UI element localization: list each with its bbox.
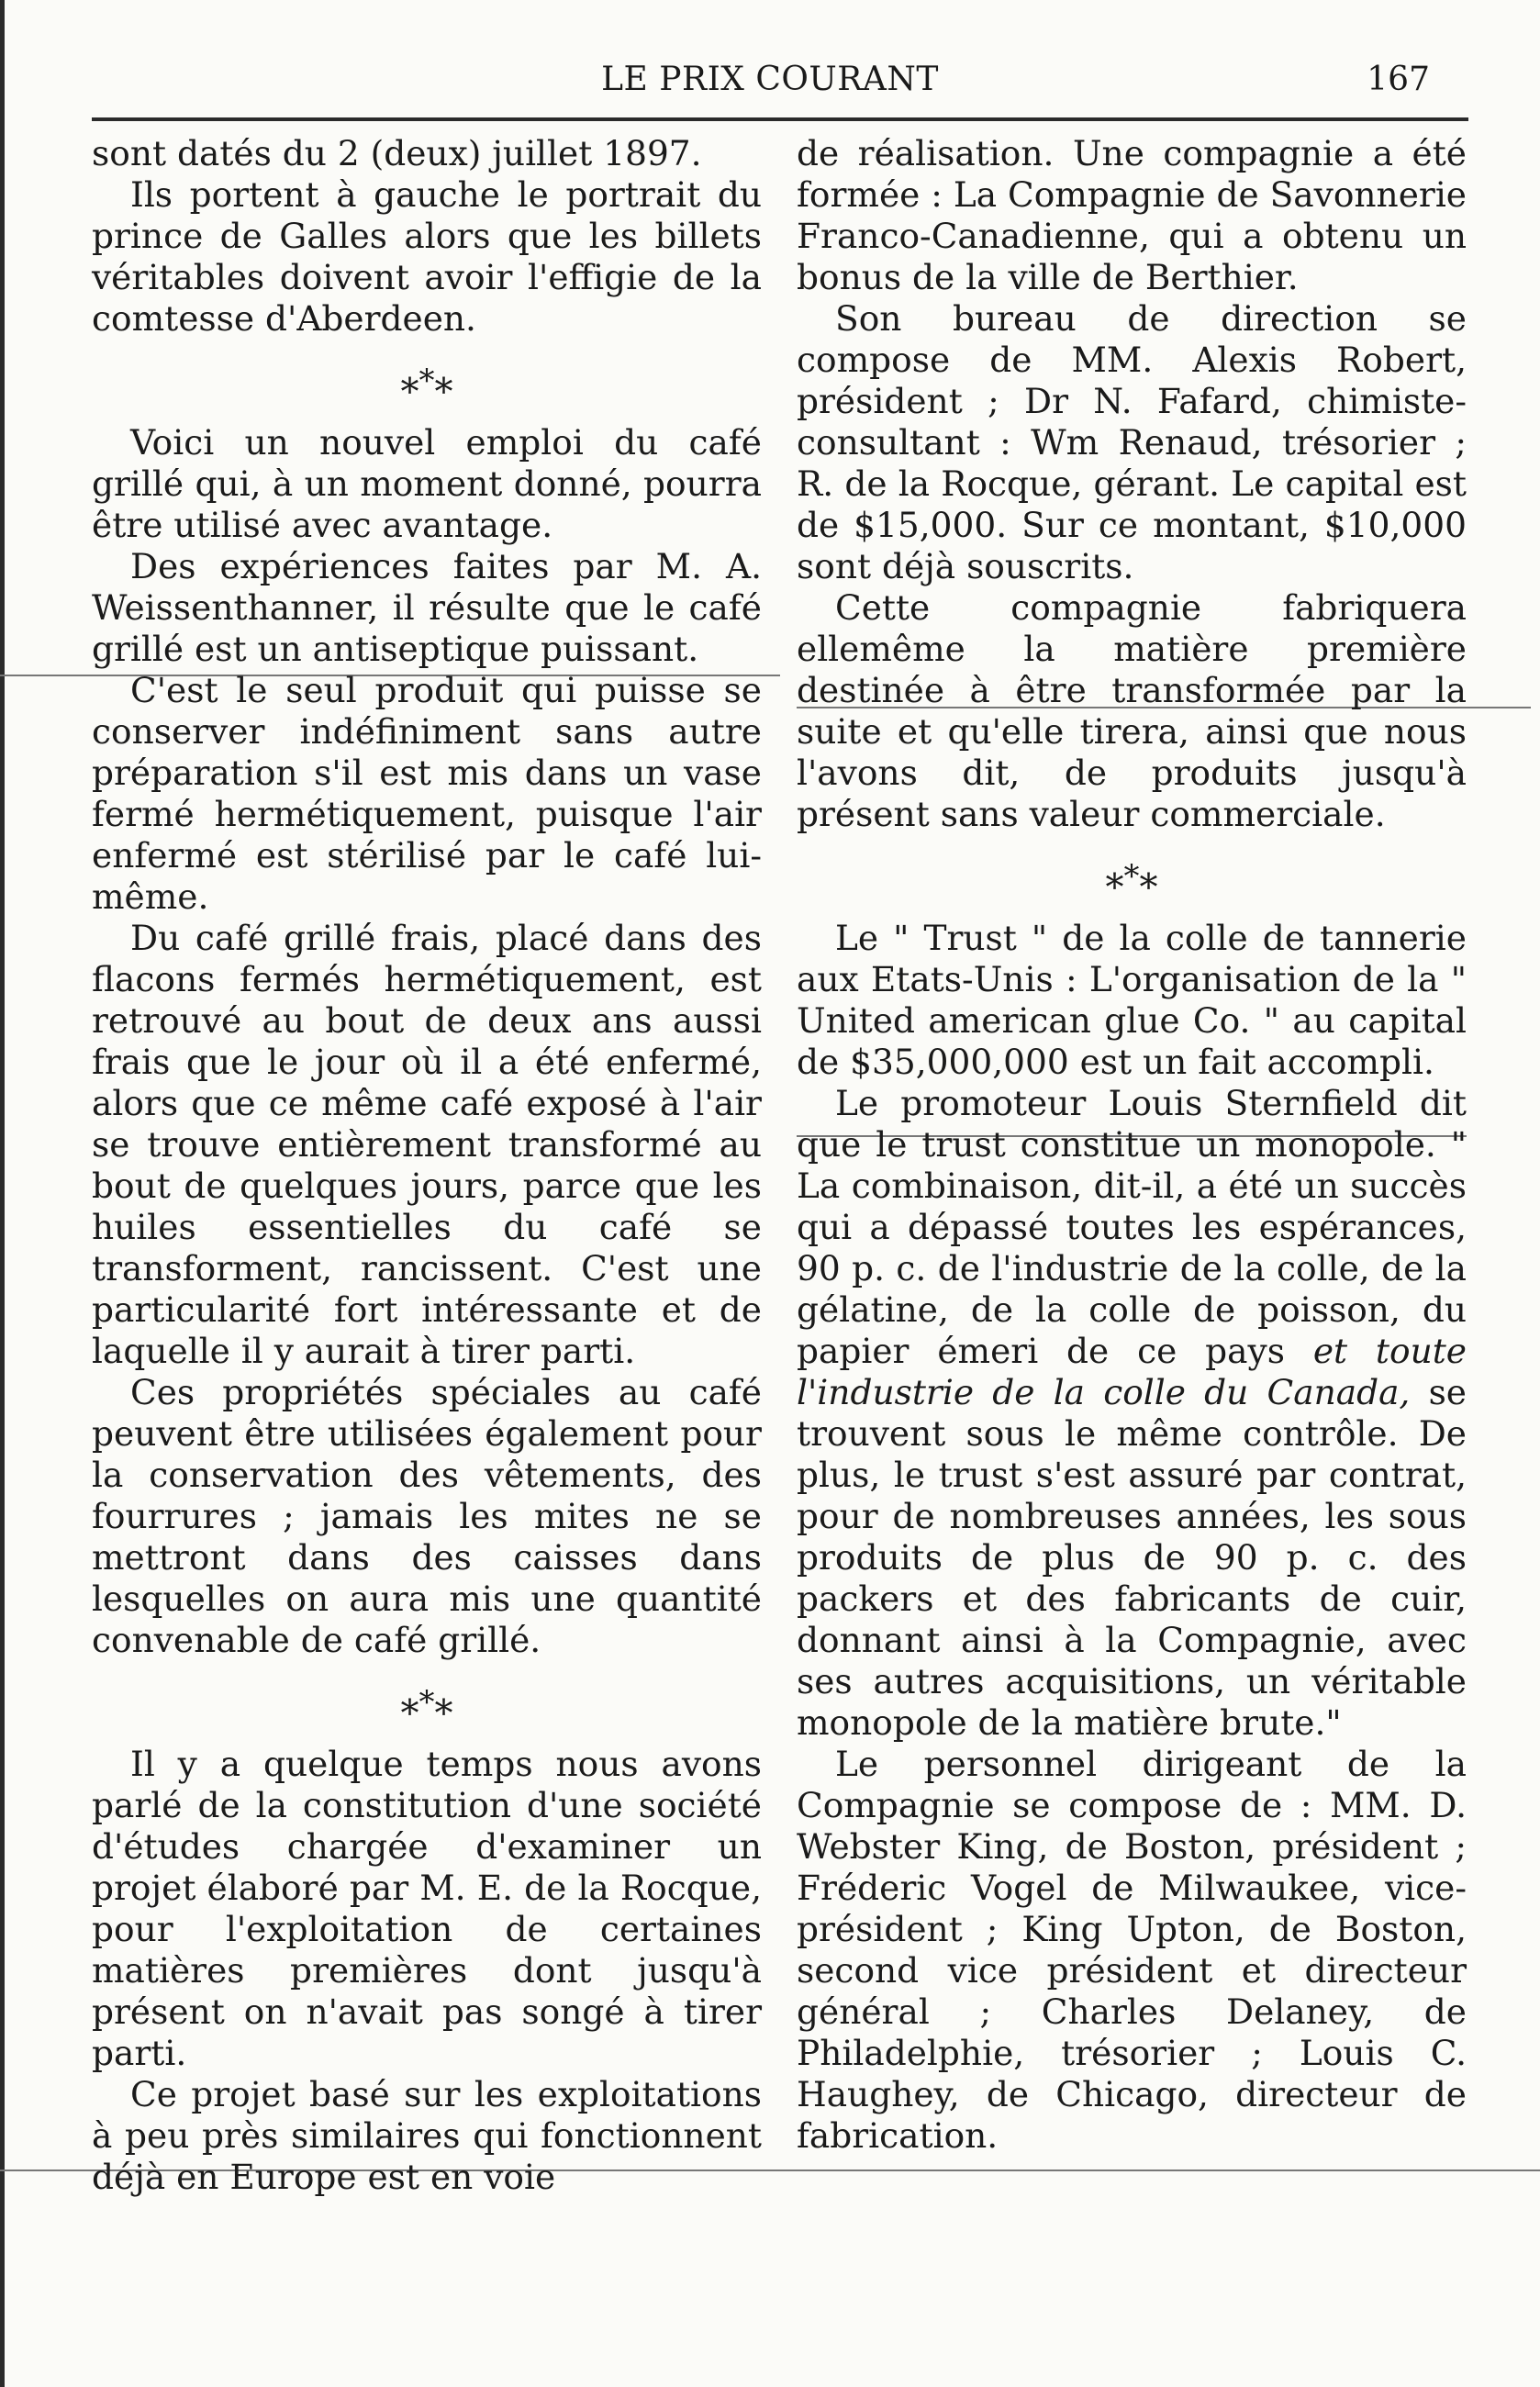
paragraph: Cette compagnie fabriquera ellemême la matière première destinée à être transformée par la suite et qu'elle tirera, ainsi que nous l'avons dit, de produits jusqu'à présent sans valeur commerciale. <box>797 587 1467 834</box>
paragraph: Ces propriétés spéciales au café peuvent être utilisées également pour la conservation des vêtements, des fourrures ; jamais les mites ne se mettront dans des caisses dans lesquelles on aura mis une quantité convenable de café grillé. <box>92 1372 762 1660</box>
paragraph: Son bureau de direction se compose de MM. Alexis Robert, président ; Dr N. Fafard, chimiste-consultant : Wm Renaud, trésorier ; R. de la Rocque, gérant. Le capital est de $15,000. Sur ce montant, $10,000 sont déjà souscrits. <box>797 298 1467 586</box>
page-edge-rule <box>0 0 5 2387</box>
paragraph: Du café grillé frais, placé dans des flacons fermés hermétiquement, est retrouvé au bout de deux ans aussi frais que le jour où il a été enfermé, alors que ce même café exposé à l'air se trouve entièrement transformé au bout de quelques jours, parce que les huiles essentielles du café se transforment, rancissent. C'est une particularité fort intéressante et de laquelle il y aurait à tirer parti. <box>92 918 762 1371</box>
paragraph: Des expériences faites par M. A. Weissenthanner, il résulte que le café grillé est un antiseptique puissant. <box>92 546 762 669</box>
paragraph: Voici un nouvel emploi du café grillé qui, à un moment donné, pourra être utilisé avec avantage. <box>92 422 762 545</box>
section-separator: *** <box>400 1684 453 1735</box>
paragraph: Le " Trust " de la colle de tannerie aux Etats-Unis : L'organisation de la " United american glue Co. " au capital de $35,000,000 est un fait accompli. <box>797 918 1467 1082</box>
paragraph: Le personnel dirigeant de la Compagnie se compose de : MM. D. Webster King, de Boston, président ; Fréderic Vogel de Milwaukee, vice-président ; King Upton, de Boston, second vice président et directeur général ; Charles Delaney, de Philadelphie, trésorier ; Louis C. Haughey, de Chicago, directeur de fabrication. <box>797 1744 1467 2156</box>
italic-phrase: et toute l'industrie de la colle du Canada, <box>797 1331 1467 1412</box>
paragraph <box>797 1083 1467 1744</box>
paragraph-text: Le promoteur Louis Sternfield dit que le trust constitue un monopole. " La combinaison, dit-il, a été un succès qui a dépassé toutes les espérances, 90 p. c. de l'industrie de la colle, de la gélatine, de la colle de poisson, du papier émeri de ce pays <box>797 1083 1467 1371</box>
right-column <box>797 133 1467 2157</box>
page-header <box>92 53 1448 105</box>
journal-title: LE PRIX COURANT <box>601 61 939 98</box>
left-column <box>92 133 762 2198</box>
paragraph: Il y a quelque temps nous avons parlé de la constitution d'une société d'études chargée d'examiner un projet élaboré par M. E. de la Rocque, pour l'exploitation de certaines matières premières dont jusqu'à présent on n'avait pas songé à tirer parti. <box>92 1744 762 2073</box>
paragraph: Ils portent à gauche le portrait du prince de Galles alors que les billets véritables doivent avoir l'effigie de la comtesse d'Aberdeen. <box>92 174 762 339</box>
paragraph-text: se trouvent sous le même contrôle. De plus, le trust s'est assuré par contrat, pour de nombreuses années, les sous produits de plus de 90 p. c. des packers et des fabricants de cuir, donnant ainsi à la Compagnie, avec ses autres acquisitions, un véritable monopole de la matière brute." <box>797 1372 1467 1743</box>
section-separator: *** <box>400 363 453 414</box>
paragraph: de réalisation. Une compagnie a été formée : La Compagnie de Savonnerie Franco-Canadienne, qui a obtenu un bonus de la ville de Berthier. <box>797 133 1467 297</box>
page-number: 167 <box>1367 61 1430 98</box>
section-separator: *** <box>1105 858 1158 909</box>
header-rule <box>92 117 1468 121</box>
paragraph: Ce projet basé sur les exploitations à peu près similaires qui fonctionnent déjà en Europe est en voie <box>92 2074 762 2197</box>
paragraph: sont datés du 2 (deux) juillet 1897. <box>92 133 702 173</box>
paragraph: C'est le seul produit qui puisse se conserver indéfiniment sans autre préparation s'il est mis dans un vase fermé hermétiquement, puisque l'air enfermé est stérilisé par le café lui-même. <box>92 670 762 917</box>
